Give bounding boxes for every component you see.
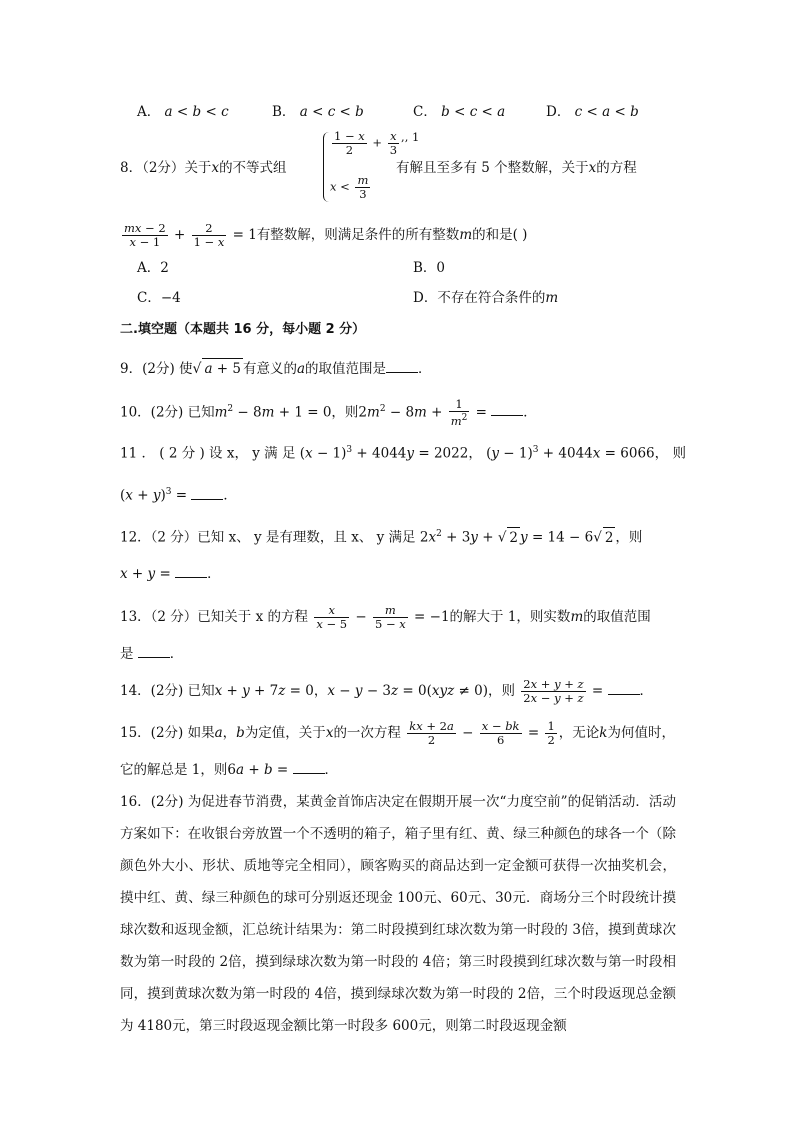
q8-option-c: C．−4: [137, 290, 181, 306]
q9: 9．(2分) 使√ a + 5 有意义的a的取值范围是 ．: [120, 358, 432, 379]
q7-option-b: B． a < c < b: [272, 104, 364, 120]
q8-line2: $\frac{mx - 2}{x - 1}$ + $\frac{2}{1 - x}$ = 1有整数解，则满足条件的所有整数m的和是( ): [124, 221, 528, 249]
q13-line1: 13．（2 分）已知关于 x 的方程 $\frac{x}{x - 5}$ − $\frac{m}{5 - x}$ = −1的解大于 1，则实数m的取值范围: [120, 603, 651, 631]
q8-line1: 8．（2分）关于x的不等式组: [120, 160, 287, 176]
q8-inequality-1: $\frac{1 - x}{2}$ + $\frac{x}{3}$ ,, 1: [334, 129, 420, 157]
q11-line1: 11 ． ( 2 分 ) 设 x， y 满 足 $(x - 1)^3 + 4044y = 2022$， $(y - 1)^3 + 4044x = 6066$， 则: [120, 445, 686, 462]
q11-line2: $(x + y)^3$ = ．: [120, 487, 237, 504]
q7-option-c: C． b < c < a: [413, 104, 506, 120]
q15-line1: 15．(2分) 如果a，b为定值，关于x的一次方程 $\frac{kx + 2a}{2}$ − $\frac{x - bk}{6}$ = $\frac{1}{2}$ ，无论k为何值时，: [120, 719, 675, 747]
q8-option-d: D．不存在符合条件的m: [413, 290, 559, 306]
q10: 10．(2分) 已知$m^2 - 8m + 1 = 0$，则$2m^2 - 8m$ + $\frac{1}{m^2}$ = ．: [120, 397, 537, 428]
q8-inequality-2: x < $\frac{m}{3}$: [330, 173, 369, 201]
q13-line2: 是 ．: [120, 646, 184, 662]
q8-option-b: B．0: [413, 260, 446, 276]
q14: 14．(2分) 已知x + y + 7z = 0，x − y − 3z = 0(xyz ≠ 0)，则 $\frac{2x + y + z}{2x - y + z}$ = ．: [120, 677, 653, 705]
q8-system-brace: [323, 132, 330, 202]
q8-line1-right: 有解且至多有 5 个整数解，关于x的方程: [396, 160, 637, 176]
q12-line2: x + y = ．: [120, 566, 221, 582]
q16-paragraph: 16．(2分) 为促进春节消费，某黄金首饰店决定在假期开展一次“力度空前”的促销活动．活动方案如下：在收银台旁放置一个不透明的箱子，箱子里有红、黄、绿三种颜色的球各一个（除颜色外大小、形状、质地等完全相同），顾客购买的商品达到一定金额可获得一次抽奖机会，摸中红、黄、绿三种颜色的球可分别返还现金 100元、60元、30元．商场分三个时段统计摸球次数和返现金额，汇总统计结果为：第二时段摸到红球次数为第一时段的 3倍，摸到黄球次数为第一时段的 2倍，摸到绿球次数为第一时段的 4倍；第三时段摸到红球次数与第一时段相同，摸到黄球次数为第一时段的 4倍，摸到绿球次数为第一时段的 2倍，三个时段返现总金额为 4180元，第三时段返现金额比第一时段多 600元，则第二时段返现金额: [120, 794, 676, 1034]
section-heading-fill-blank: 二.填空题（本题共 16 分，每小题 2 分）: [120, 322, 366, 337]
q8-option-a: A．2: [137, 260, 169, 276]
q12-line1: 12．（2 分）已知 x、 y 是有理数，且 x、 y 满足 $2x^2 + 3y$ + √ 2 y = 14 − 6√ 2 ，则: [120, 524, 642, 548]
q7-option-d: D． c < a < b: [546, 104, 639, 120]
q7-option-a: A． a < b < c: [137, 104, 229, 120]
q15-line2: 它的解总是 1，则6a + b = ．: [120, 762, 339, 778]
